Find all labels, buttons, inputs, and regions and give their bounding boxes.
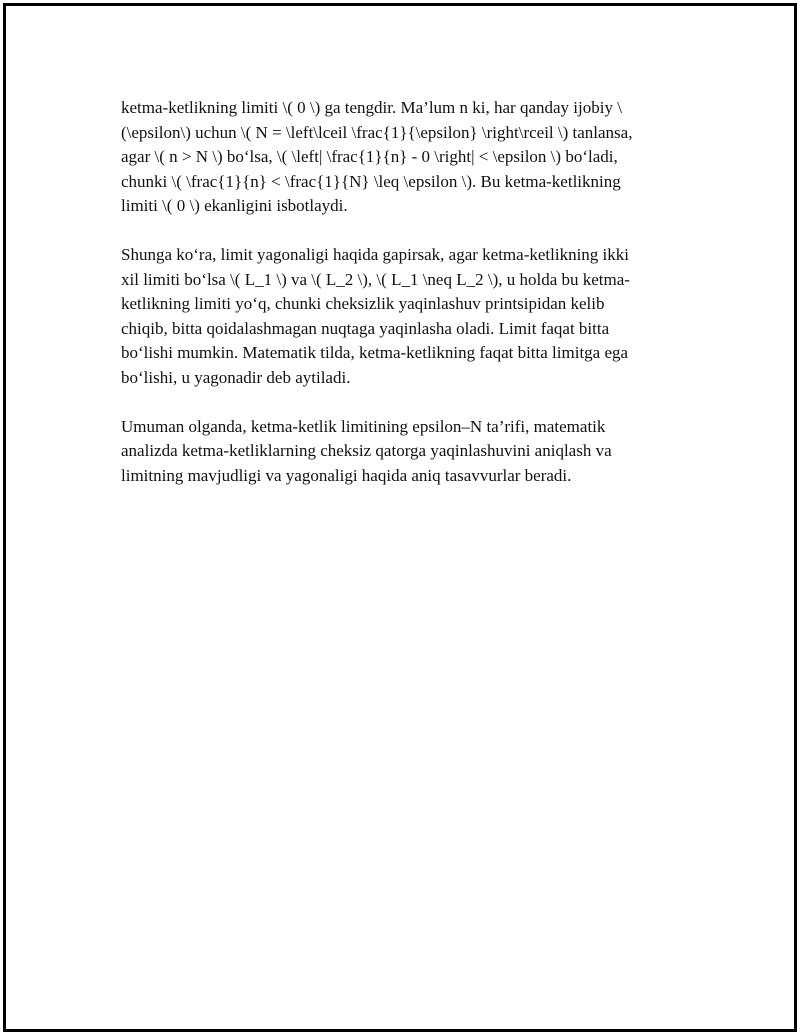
paragraph-conclusion: Umuman olganda, ketma-ketlik limitining epsilon–N ta’rifi, matematik analizda ketma-ketliklarning cheksiz qatorga yaqinlashuvini aniqlash va limitning mavjudligi va yagonaligi haqida aniq tasavvurlar beradi. <box>121 416 612 485</box>
paragraph-limit-proof: ketma-ketlikning limiti \( 0 \) ga tengdir. Ma’lum n ki, har qanday ijobiy \ (\epsilon\) uchun \( N = \left\lceil \frac{1}{\epsilon} \right\rceil \) tanlansa, agar \( n > N \) bo‘lsa, \( \left| \frac{1}{n} - 0 \right| < \epsilon \) bo‘ladi, chunki \( \frac{1}{n} < \frac{1}{N} \leq \epsilon \). Bu ketma-ketlikning limiti \( 0 \) ekanligini isbotlaydi. <box>121 98 633 215</box>
paragraph-limit-uniqueness: Shunga ko‘ra, limit yagonaligi haqida gapirsak, agar ketma-ketlikning ikki xil limiti bo‘lsa \( L_1 \) va \( L_2 \), \( L_1 \neq L_2 \), u holda bu ketma- ketlikning limiti yo‘q, chunki cheksizlik yaqinlashuv printsipidan kelib chiqib, bitta qoidalashmagan nuqtaga yaqinlasha oladi. Limit faqat bitta bo‘lishi mumkin. Matematik tilda, ketma-ketlikning faqat bitta limitga ega bo‘lishi, u yagonadir deb aytiladi. <box>121 245 630 387</box>
page <box>3 3 797 1032</box>
page-body <box>121 96 696 513</box>
